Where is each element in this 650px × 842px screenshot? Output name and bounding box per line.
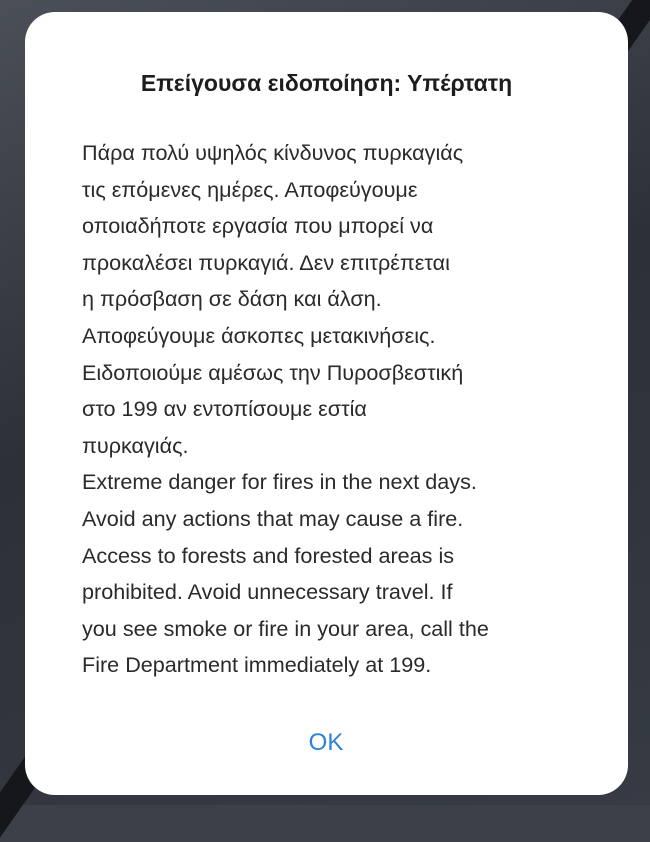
ok-button[interactable]: OK	[276, 721, 376, 765]
emergency-alert-dialog	[25, 12, 628, 795]
alert-message: Πάρα πολύ υψηλός κίνδυνος πυρκαγιάς τις επόμενες ημέρες. Αποφεύγουμε οποιαδήποτε εργασία που μπορεί να προκαλέσει πυρκαγιά. Δεν επιτρέπεται η πρόσβαση σε δάση και άλση. Αποφεύγουμε άσκοπες μετακινήσεις. Ειδοποιούμε αμέσως την Πυροσβεστική στο 199 αν εντοπίσουμε εστία πυρκαγιάς. Extreme danger for fires in the next days. Avoid any actions that may cause a fire. Access to forests and forested areas is prohibited. Avoid unnecessary travel. If you see smoke or fire in your area, call the Fire Department immediately at 199.	[82, 140, 489, 678]
dialog-title: Επείγουσα ειδοποίηση: Υπέρτατη	[140, 70, 513, 96]
